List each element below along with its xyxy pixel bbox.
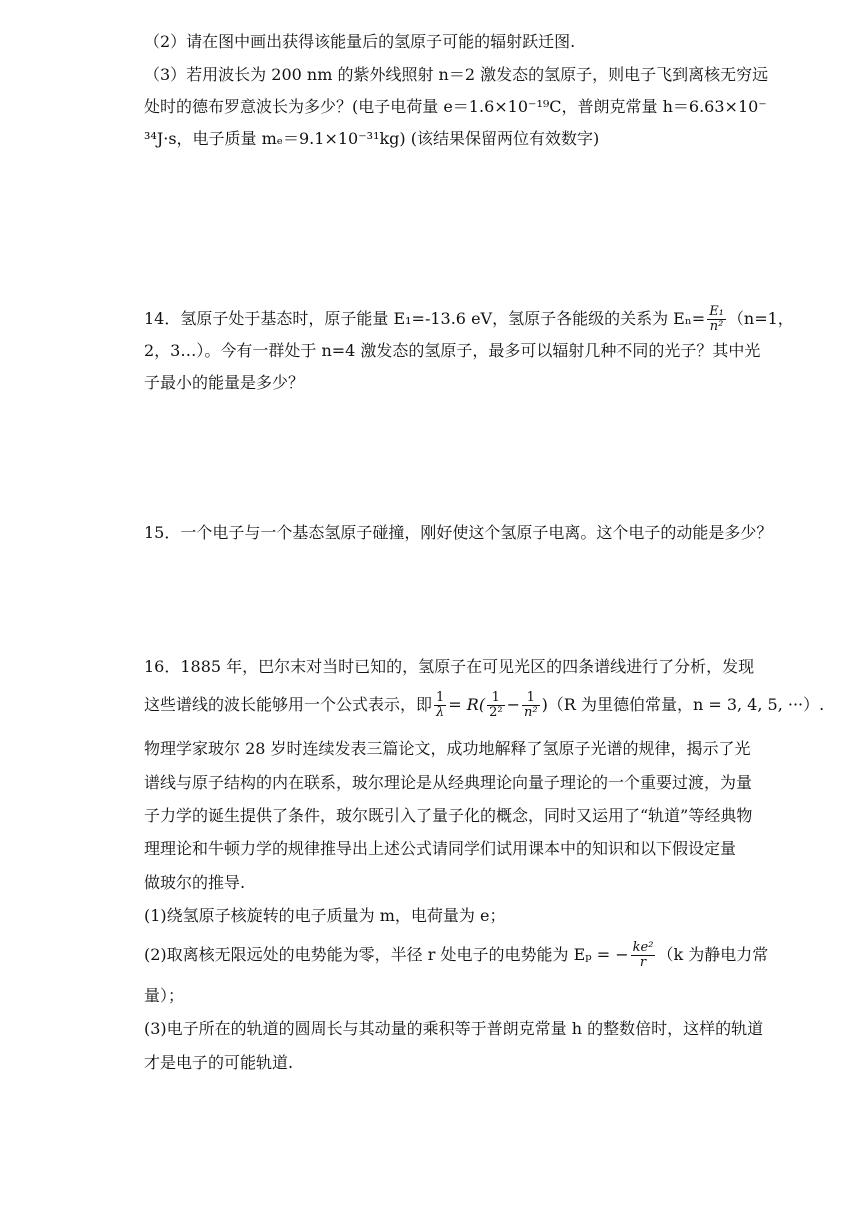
fraction-numerator: E₁ xyxy=(709,304,724,319)
fraction-denominator: n² xyxy=(523,705,538,720)
q13-part2: （2）请在图中画出获得该能量后的氢原子可能的辐射跃迁图. xyxy=(144,32,576,51)
q16-condition3-line1: (3)电子所在的轨道的圆周长与其动量的乘积等于普朗克常量 h 的整数倍时，这样的轨道 xyxy=(144,1019,764,1038)
q14-text-b: （n=1， xyxy=(727,309,794,328)
q14-text-a: 14．氢原子处于基态时，原子能量 E₁=-13.6 eV，氢原子各能级的关系为 Eₙ= xyxy=(144,309,706,328)
potential-energy-fraction xyxy=(631,941,656,970)
fraction-denominator: 2² xyxy=(489,705,503,720)
q13-part3-line3: ³⁴J·s，电子质量 mₑ＝9.1×10⁻³¹kg) (该结果保留两位有效数字) xyxy=(144,129,600,148)
q13-part3-line1: （3）若用波长为 200 nm 的紫外线照射 n＝2 激发态的氢原子，则电子飞到离核无穷远 xyxy=(144,65,769,84)
rydberg-eq: = R( xyxy=(448,695,486,714)
q16-line3: 物理学家玻尔 28 岁时连续发表三篇论文，成功地解释了氢原子光谱的规律，揭示了光 xyxy=(144,739,751,758)
fraction-numerator: 1 xyxy=(522,691,540,706)
balmer-fraction-2 xyxy=(522,691,540,720)
fraction-numerator: 1 xyxy=(487,691,504,706)
fraction-numerator: 1 xyxy=(436,690,445,705)
q16-text-a: 这些谱线的波长能够用一个公式表示，即 xyxy=(144,695,433,714)
q16-c2-text-a: (2)取离核无限远处的电势能为零，半径 r 处电子的电势能为 Eₚ = − xyxy=(144,945,629,964)
q16-line7: 做玻尔的推导. xyxy=(144,873,246,892)
balmer-fraction-1 xyxy=(487,691,504,720)
q16-line1: 16．1885 年，巴尔末对当时已知的，氢原子在可见光区的四条谱线进行了分析，发现 xyxy=(144,657,755,676)
energy-level-fraction xyxy=(707,305,726,334)
q16-condition2 xyxy=(144,940,768,974)
fraction-numerator: ke² xyxy=(632,940,654,955)
q16-line5: 子力学的诞生提供了条件，玻尔既引入了量子化的概念，同时又运用了“轨道”等经典物 xyxy=(144,806,753,825)
q14-line1 xyxy=(144,304,794,338)
balmer-lhs-fraction xyxy=(434,691,446,720)
q15-line1: 15．一个电子与一个基态氢原子碰撞，刚好使这个氢原子电离。这个电子的动能是多少？ xyxy=(144,523,773,542)
q16-condition1: (1)绕氢原子核旋转的电子质量为 m，电荷量为 e； xyxy=(144,906,506,925)
q14-line3: 子最小的能量是多少？ xyxy=(144,373,305,392)
q16-line6: 理理论和牛顿力学的规律推导出上述公式请同学们试用课本中的知识和以下假设定量 xyxy=(144,839,737,858)
fraction-denominator: λ xyxy=(436,705,445,720)
minus-sign: − xyxy=(506,695,520,714)
q14-line2: 2，3…）。今有一群处于 n=4 激发态的氢原子，最多可以辐射几种不同的光子？其中光 xyxy=(144,341,761,360)
q16-c2-text-b: （k 为静电力常 xyxy=(657,945,769,964)
q16-line4: 谱线与原子结构的内在联系，玻尔理论是从经典理论向量子理论的一个重要过渡，为量 xyxy=(144,773,753,792)
fraction-denominator: n² xyxy=(709,319,724,334)
fraction-denominator: r xyxy=(639,955,647,970)
q13-part3-line2: 处时的德布罗意波长为多少？(电子电荷量 e＝1.6×10⁻¹⁹C，普朗克常量 h＝6.63×10⁻ xyxy=(144,97,767,116)
q16-text-b: )（R 为里德伯常量，n = 3, 4, 5, ···）. xyxy=(541,695,825,714)
q16-line2 xyxy=(144,690,824,724)
q16-condition3-line2: 才是电子的可能轨道. xyxy=(144,1053,294,1072)
q16-condition2-line2: 量）； xyxy=(144,986,185,1005)
